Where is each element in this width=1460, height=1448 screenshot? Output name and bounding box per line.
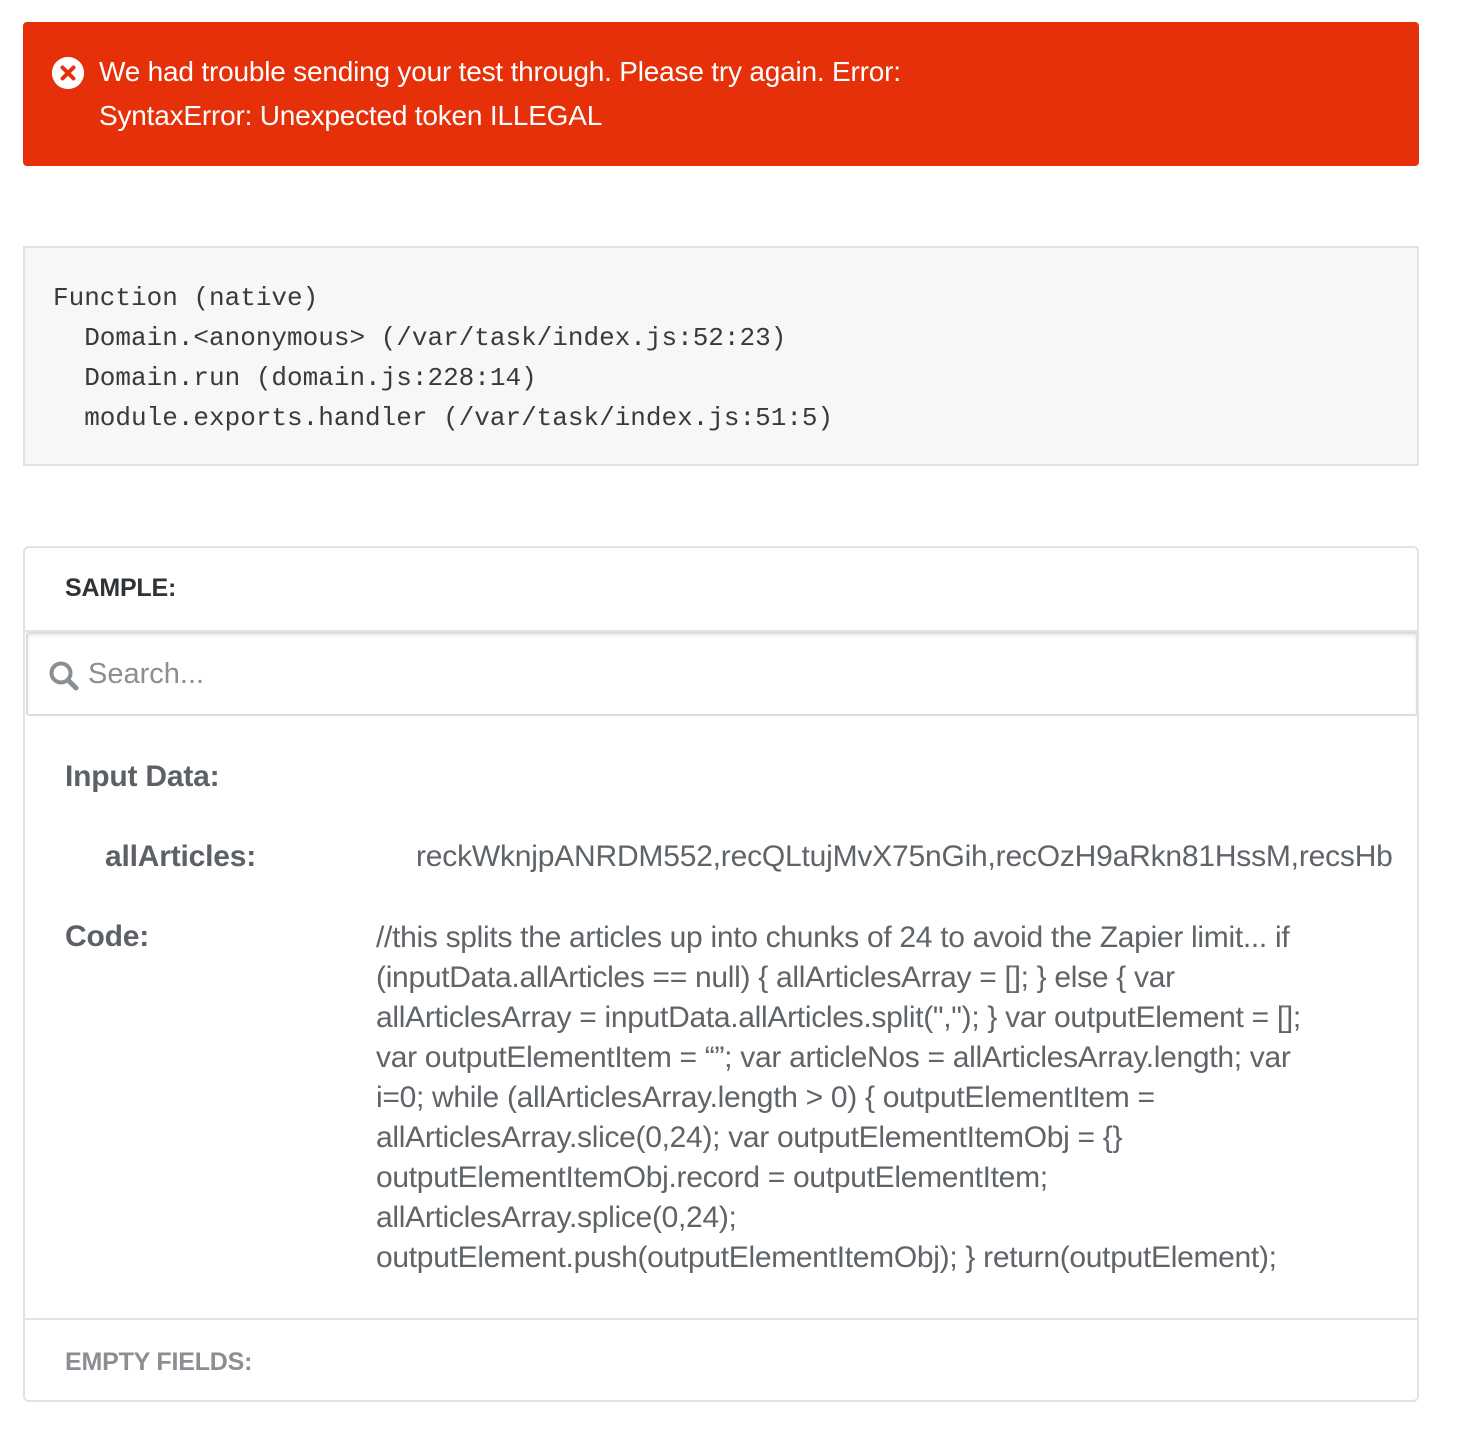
stack-trace bbox=[23, 246, 1419, 466]
field-value-code bbox=[376, 918, 1386, 1278]
code-line: outputElement.push(outputElementItemObj); } return(outputElement); bbox=[376, 1241, 1277, 1274]
code-line: //this splits the articles up into chunks of 24 to avoid the Zapier limit... if bbox=[376, 921, 1290, 954]
field-label-code: Code: bbox=[65, 920, 149, 953]
code-line: allArticlesArray = inputData.allArticles.split(","); } var outputElement = []; bbox=[376, 1001, 1301, 1034]
stack-trace-line: module.exports.handler (/var/task/index.js:51:5) bbox=[53, 403, 834, 433]
stack-trace-line: Domain.run (domain.js:228:14) bbox=[53, 363, 537, 393]
error-x-circle-icon bbox=[52, 57, 84, 89]
sample-title: SAMPLE: bbox=[65, 574, 177, 602]
sample-header bbox=[25, 548, 1417, 632]
sample-panel bbox=[23, 546, 1419, 1402]
field-value-allarticles: reckWknjpANRDM552,recQLtujMvX75nGih,recOzH9aRkn81HssM,recsHb bbox=[416, 840, 1393, 873]
input-data-heading: Input Data: bbox=[65, 760, 220, 793]
error-message: We had trouble sending your test through. Please try again. Error: bbox=[99, 56, 901, 87]
code-line: allArticlesArray.splice(0,24); bbox=[376, 1201, 737, 1234]
code-line: var outputElementItem = “”; var articleNos = allArticlesArray.length; var bbox=[376, 1041, 1291, 1074]
code-line: outputElementItemObj.record = outputElementItem; bbox=[376, 1161, 1048, 1194]
empty-fields-title: EMPTY FIELDS: bbox=[65, 1348, 253, 1376]
code-line: allArticlesArray.slice(0,24); var outputElementItemObj = {} bbox=[376, 1121, 1123, 1154]
search-icon bbox=[48, 660, 80, 692]
code-line: i=0; while (allArticlesArray.length > 0) { outputElementItem = bbox=[376, 1081, 1155, 1114]
code-line: (inputData.allArticles == null) { allArticlesArray = []; } else { var bbox=[376, 961, 1175, 994]
search-box[interactable] bbox=[26, 632, 1418, 716]
stack-trace-line: Function (native) bbox=[53, 283, 319, 313]
error-banner bbox=[23, 22, 1419, 166]
stack-trace-line: Domain.<anonymous> (/var/task/index.js:52:23) bbox=[53, 323, 787, 353]
search-input[interactable] bbox=[88, 652, 1388, 696]
empty-fields-section bbox=[25, 1318, 1417, 1402]
error-detail: SyntaxError: Unexpected token ILLEGAL bbox=[99, 100, 603, 131]
field-label-allarticles: allArticles: bbox=[105, 840, 256, 873]
